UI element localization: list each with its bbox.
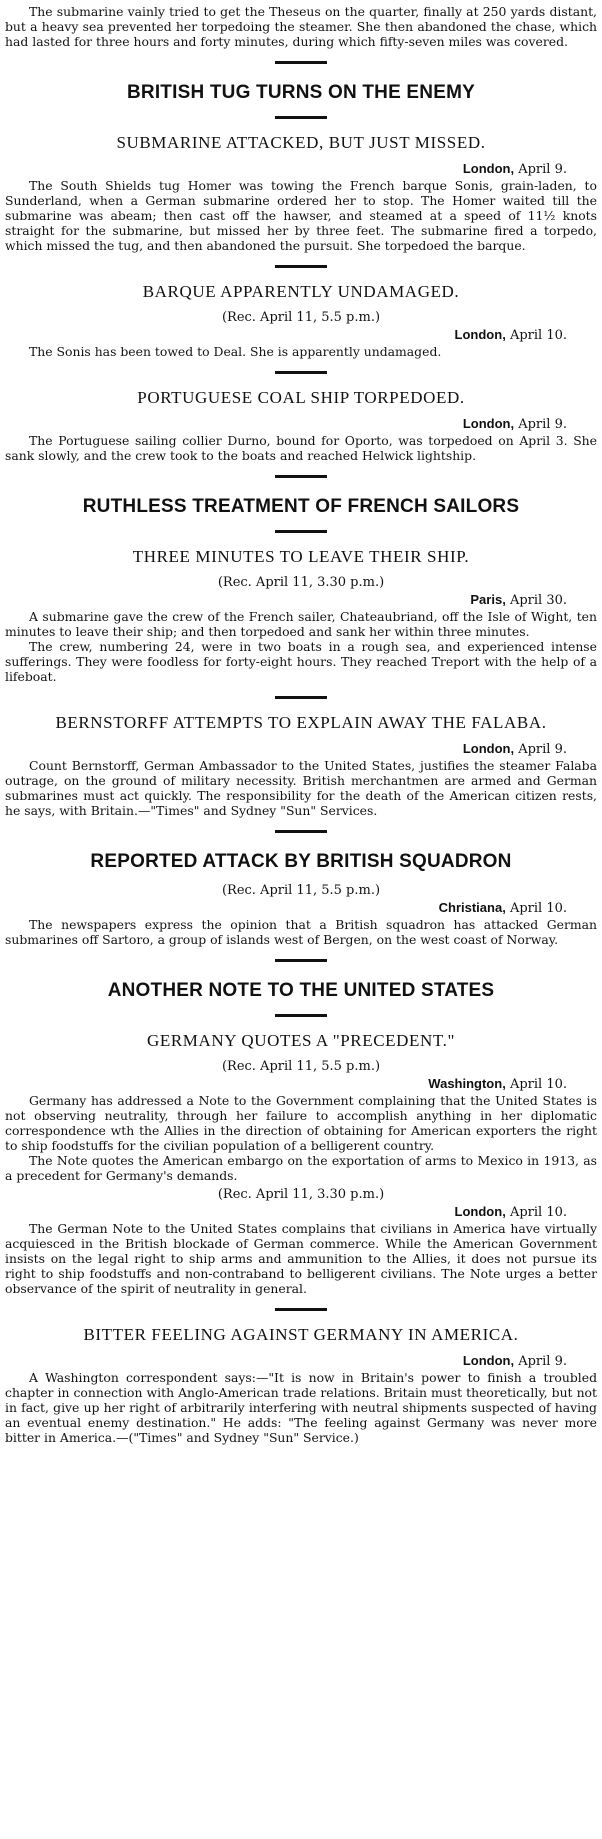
article-paragraph: The Sonis has been towed to Deal. She is apparently undamaged. (29, 344, 442, 359)
dateline (5, 1353, 567, 1369)
article-paragraph: The German Note to the United States complains that civilians in America have virtually acquiesced in the British blockade of German commerce. While the American Government insists on the legal right to ship arms and ammunition to the Allies, it does not pursue its right to ship foodstuffs and non-contraband to belligerent civilians. The Note urges a better observance of the spirit of neutrality in general. (5, 1221, 597, 1296)
subhead-three-minutes: THREE MINUTES TO LEAVE THEIR SHIP. (132, 547, 470, 566)
section-divider (275, 530, 327, 533)
article-paragraph: The crew, numbering 24, were in two boats in a rough sea, and experienced intense sufferings. They were foodless for forty-eight hours. They reached Treport with the help of a lifeboat. (5, 639, 597, 684)
dateline-place: London, (462, 1353, 515, 1368)
section-divider (275, 959, 327, 962)
section-divider (275, 696, 327, 699)
section-divider (275, 61, 327, 64)
dateline (5, 592, 567, 608)
dateline-date: April 9. (514, 742, 567, 757)
dateline-place: London, (462, 161, 515, 176)
section-divider (275, 116, 327, 119)
subhead-bernstorff: BERNSTORFF ATTEMPTS TO EXPLAIN AWAY THE FALABA. (55, 713, 547, 732)
dateline-place: Washington, (428, 1076, 506, 1091)
dateline (5, 1204, 567, 1220)
dateline-date: April 9. (514, 417, 567, 432)
intro-paragraph: The submarine vainly tried to get the Theseus on the quarter, finally at 250 yards distant, but a heavy sea prevented her torpedoing the steamer. She then abandoned the chase, which had lasted for three hours and forty minutes, during which fifty-seven miles was covered. (5, 4, 597, 49)
dateline (5, 161, 567, 177)
dateline (5, 416, 567, 432)
dateline (5, 741, 567, 757)
dateline-date: April 10. (505, 901, 567, 916)
article-paragraph: A Washington correspondent says:—"It is now in Britain's power to finish a troubled chapter in connection with Anglo-American trade relations. Britain must theoretically, but not in fact, give up her right of arbitrarily interfering with neutral shipments suspected of having an eventual enemy destination." He adds: "The feeling against Germany was never more bitter in America.—("Times" and Sydney "Sun" Service.) (5, 1370, 597, 1445)
section-divider (275, 371, 327, 374)
dateline (5, 327, 567, 343)
dateline-place: London, (454, 327, 506, 342)
dateline-place: Christiana, (438, 900, 506, 915)
article-paragraph: Germany has addressed a Note to the Government complaining that the United States is not observing neutrality, through her failure to accomplish anything in her diplomatic correspondence wth the Allies in the direction of obtaining for American exporters the right to ship foodstuffs for the civilian population of a belligerent country. (5, 1093, 597, 1153)
article-paragraph: A submarine gave the crew of the French sailer, Chateaubriand, off the Isle of Wight, ten minutes to leave their ship; and then torpedoed and sank her within three minutes. (5, 609, 597, 639)
article-paragraph: The Note quotes the American embargo on the exportation of arms to Mexico in 1913, as a precedent for Germany's demands. (5, 1153, 597, 1183)
received-line: (Rec. April 11, 5.5 p.m.) (221, 310, 381, 325)
dateline-place: London, (462, 416, 515, 431)
section-divider (275, 830, 327, 833)
section-divider (275, 1308, 327, 1311)
headline-french-sailors: RUTHLESS TREATMENT OF FRENCH SAILORS (82, 496, 520, 517)
headline-another-note: ANOTHER NOTE TO THE UNITED STATES (107, 980, 495, 1001)
subhead-bitter-feeling: BITTER FEELING AGAINST GERMANY IN AMERICA. (83, 1325, 519, 1344)
received-line: (Rec. April 11, 3.30 p.m.) (217, 1187, 385, 1202)
article-paragraph: The newspapers express the opinion that a British squadron has attacked German submarines off Sartoro, a group of islands west of Bergen, on the west coast of Norway. (5, 917, 597, 947)
received-line: (Rec. April 11, 5.5 p.m.) (221, 1059, 381, 1074)
subhead-germany-precedent: GERMANY QUOTES A "PRECEDENT." (146, 1031, 455, 1050)
dateline-date: April 10. (505, 1205, 567, 1220)
subhead-portuguese-coal-ship: PORTUGUESE COAL SHIP TORPEDOED. (137, 388, 465, 407)
section-divider (275, 475, 327, 478)
subhead-barque-undamaged: BARQUE APPARENTLY UNDAMAGED. (142, 282, 460, 301)
section-divider (275, 265, 327, 268)
dateline-place: Paris, (470, 592, 506, 607)
received-line: (Rec. April 11, 3.30 p.m.) (217, 575, 385, 590)
dateline-date: April 30. (505, 593, 567, 608)
headline-british-tug: BRITISH TUG TURNS ON THE ENEMY (126, 82, 475, 103)
newspaper-column (5, 0, 597, 1445)
received-line: (Rec. April 11, 5.5 p.m.) (221, 883, 381, 898)
article-paragraph: The South Shields tug Homer was towing the French barque Sonis, grain-laden, to Sunderland, when a German submarine ordered her to stop. The Homer waited till the submarine was abeam; then cast off the hawser, and steamed at a speed of 11½ knots straight for the submarine, but missed her by three feet. The submarine fired a torpedo, which missed the tug, and then abandoned the pursuit. She torpedoed the barque. (5, 178, 597, 253)
dateline-place: London, (454, 1204, 506, 1219)
dateline (5, 1076, 567, 1092)
dateline-place: London, (462, 741, 515, 756)
dateline-date: April 10. (505, 1077, 567, 1092)
subhead-submarine-attacked: SUBMARINE ATTACKED, BUT JUST MISSED. (116, 133, 486, 152)
headline-british-squadron: REPORTED ATTACK BY BRITISH SQUADRON (90, 851, 512, 872)
dateline-date: April 10. (505, 328, 567, 343)
dateline-date: April 9. (514, 162, 567, 177)
article-paragraph: The Portuguese sailing collier Durno, bound for Oporto, was torpedoed on April 3. She sank slowly, and the crew took to the boats and reached Helwick lightship. (5, 433, 597, 463)
section-divider (275, 1014, 327, 1017)
dateline-date: April 9. (514, 1354, 567, 1369)
article-paragraph: Count Bernstorff, German Ambassador to the United States, justifies the steamer Falaba outrage, on the ground of military necessity. British merchantmen are armed and German submarines must act quickly. The responsibility for the death of the American citizen rests, he says, with Britain.—"Times" and Sydney "Sun" Services. (5, 758, 597, 818)
dateline (5, 900, 567, 916)
